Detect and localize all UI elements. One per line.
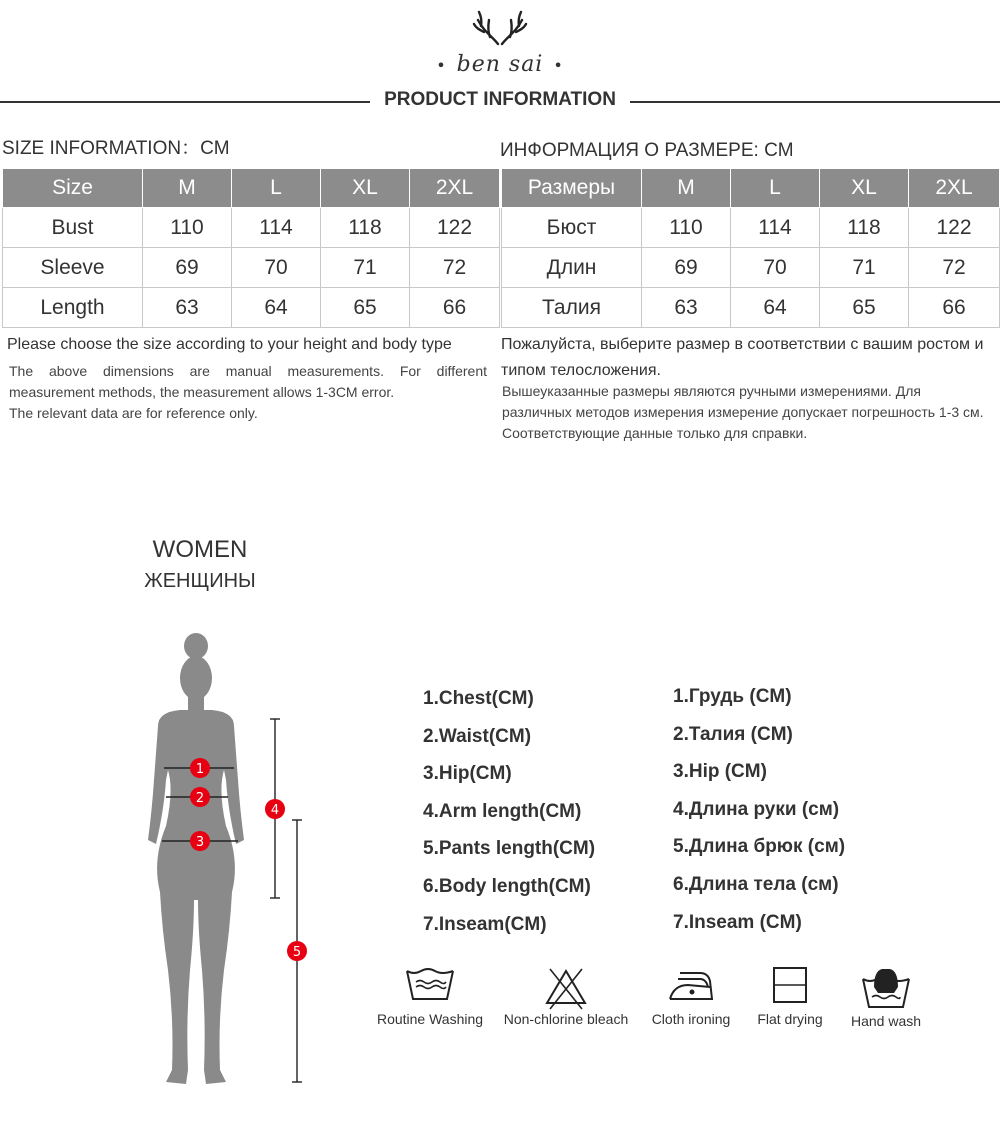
- measurement-marker-2: [190, 787, 210, 807]
- table-header-cell: XL: [321, 169, 410, 208]
- measurement-list-en: [423, 680, 595, 943]
- size-info-title-ru: ИНФОРМАЦИЯ О РАЗМЕРЕ: CM: [500, 140, 794, 161]
- table-header-cell: L: [731, 169, 820, 208]
- table-header-cell: XL: [820, 169, 909, 208]
- silhouette-shape: [148, 633, 244, 1084]
- table-cell: 66: [410, 288, 500, 328]
- women-title-ru: ЖЕНЩИНЫ: [144, 570, 256, 592]
- care-hand-wash: [845, 965, 927, 1029]
- table-cell: 69: [642, 248, 731, 288]
- body-silhouette: [140, 630, 340, 1090]
- table-cell: 118: [321, 208, 410, 248]
- list-item: 1.Грудь (CM): [673, 686, 792, 707]
- care-label: Flat drying: [757, 1011, 823, 1027]
- size-table-en: [2, 168, 500, 328]
- table-row: [3, 248, 500, 288]
- wash-tub-icon: [404, 965, 456, 1005]
- table-row: [502, 208, 1000, 248]
- measurement-marker-3: [190, 831, 210, 851]
- table-header-cell: 2XL: [909, 169, 1000, 208]
- table-cell: 63: [143, 288, 232, 328]
- measurement-marker-5: [287, 941, 307, 961]
- measurement-note-ru: [502, 381, 987, 444]
- table-header-cell: L: [232, 169, 321, 208]
- row-label: Length: [3, 288, 143, 328]
- flat-dry-icon: [771, 965, 809, 1005]
- header-rule-right: [630, 101, 1000, 103]
- list-item: 5.Pants length(CM): [423, 838, 596, 860]
- table-header-cell: Размеры: [502, 169, 642, 208]
- hand-wash-icon: [860, 965, 912, 1013]
- list-item: 6.Body length(CM): [423, 875, 591, 897]
- table-cell: 64: [232, 288, 321, 328]
- row-label: Sleeve: [3, 248, 143, 288]
- list-item: 3.Hip (CM): [673, 761, 767, 783]
- care-label: Cloth ironing: [651, 1011, 731, 1027]
- table-cell: 63: [642, 288, 731, 328]
- size-info-title-en: SIZE INFORMATION：CM: [2, 138, 230, 159]
- svg-text:4: 4: [270, 803, 280, 818]
- table-header-cell: M: [642, 169, 731, 208]
- care-label: Hand wash: [850, 1013, 922, 1029]
- care-label: Non-chlorine bleach: [503, 1011, 629, 1027]
- table-cell: 114: [232, 208, 321, 248]
- size-advice-ru: Пожалуйста, выберите размер в соответствии с вашим ростом и типом телосложения.: [501, 336, 984, 379]
- table-cell: 72: [410, 248, 500, 288]
- table-cell: 65: [321, 288, 410, 328]
- table-cell: 69: [143, 248, 232, 288]
- table-row: [3, 208, 500, 248]
- product-information-banner: PRODUCT INFORMATION: [384, 89, 616, 110]
- header-rule-left: [0, 101, 370, 103]
- table-cell: 70: [232, 248, 321, 288]
- table-cell: 64: [731, 288, 820, 328]
- size-table-ru: [501, 168, 1000, 328]
- list-item: 2.Талия (CM): [673, 723, 793, 745]
- list-item: 6.Длина тела (см): [673, 873, 839, 895]
- svg-text:2: 2: [195, 791, 205, 806]
- care-flat-drying: [750, 965, 830, 1027]
- size-advice-en: Please choose the size according to your height and body type: [7, 336, 452, 353]
- measurement-note-en: [9, 361, 487, 424]
- care-non-chlorine-bleach: [500, 965, 632, 1027]
- row-label: Талия: [502, 288, 642, 328]
- care-routine-washing: [375, 965, 485, 1027]
- table-header-cell: 2XL: [410, 169, 500, 208]
- list-item: 4.Длина руки (см): [673, 798, 840, 820]
- list-item: 4.Arm length(CM): [423, 800, 582, 822]
- table-row: [502, 288, 1000, 328]
- table-cell: 66: [909, 288, 1000, 328]
- care-cloth-ironing: [645, 965, 737, 1027]
- list-item: 7.Inseam(CM): [423, 913, 547, 935]
- care-label: Routine Washing: [376, 1011, 484, 1027]
- svg-text:5: 5: [292, 945, 302, 960]
- measurement-list-ru: [673, 678, 845, 941]
- no-bleach-icon: [542, 965, 590, 1011]
- list-item: 2.Waist(CM): [423, 725, 532, 747]
- table-cell: 110: [143, 208, 232, 248]
- antler-logo-icon: [470, 8, 530, 48]
- table-cell: 71: [820, 248, 909, 288]
- table-cell: 110: [642, 208, 731, 248]
- brand-name: • ben sai •: [436, 52, 564, 77]
- row-label: Бюст: [502, 208, 642, 248]
- list-item: 1.Chest(CM): [423, 688, 534, 709]
- table-cell: 70: [731, 248, 820, 288]
- table-row: [502, 248, 1000, 288]
- note-line: The above dimensions are manual measurements. For different measurement methods, the measurement allows 1-3CM error.: [9, 363, 487, 400]
- list-item: 7.Inseam (CM): [673, 911, 802, 933]
- row-label: Длин: [502, 248, 642, 288]
- table-header-cell: M: [143, 169, 232, 208]
- table-cell: 65: [820, 288, 909, 328]
- note-line: The relevant data are for reference only.: [9, 405, 258, 421]
- table-header-row: [3, 169, 500, 208]
- table-cell: 122: [410, 208, 500, 248]
- table-header-row: [502, 169, 1000, 208]
- list-item: 5.Длина брюк (см): [673, 836, 846, 858]
- table-cell: 122: [909, 208, 1000, 248]
- women-title-en: WOMEN: [152, 536, 248, 563]
- measurement-marker-1: [190, 758, 210, 778]
- note-line: Вышеуказанные размеры являются ручными измерениями. Для различных методов измерения измерение допускает погрешность 1-3 см.: [502, 383, 984, 420]
- iron-icon: [666, 965, 716, 1005]
- measurement-marker-4: [265, 799, 285, 819]
- svg-text:3: 3: [195, 835, 205, 850]
- table-cell: 118: [820, 208, 909, 248]
- table-cell: 114: [731, 208, 820, 248]
- row-label: Bust: [3, 208, 143, 248]
- note-line: Соответствующие данные только для справки.: [502, 425, 808, 441]
- svg-text:1: 1: [195, 762, 205, 777]
- list-item: 3.Hip(CM): [423, 763, 512, 785]
- table-cell: 71: [321, 248, 410, 288]
- table-row: [3, 288, 500, 328]
- table-cell: 72: [909, 248, 1000, 288]
- table-header-cell: Size: [3, 169, 143, 208]
